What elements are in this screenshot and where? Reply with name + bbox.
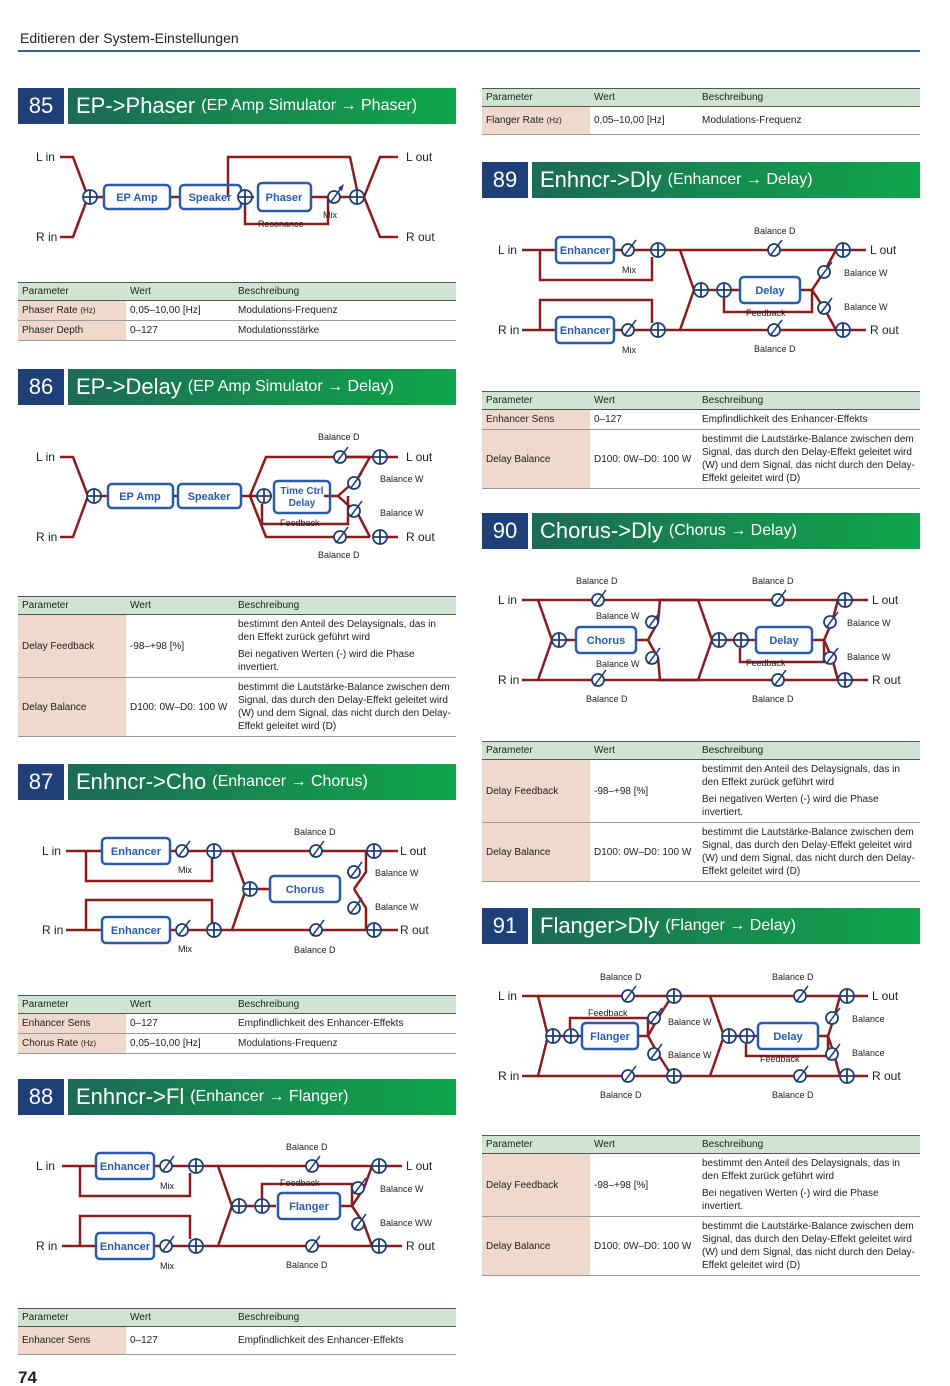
param-table-86: [18, 596, 456, 737]
table-row: [482, 410, 920, 430]
param-table-88-continued: [482, 88, 920, 135]
param-value: D100: 0W–D0: 100 W: [590, 823, 698, 882]
block-flanger: Flanger: [590, 1031, 630, 1043]
section-89-header: [482, 162, 920, 198]
label-mix: Mix: [160, 1181, 174, 1191]
col-parameter: Parameter: [18, 1309, 126, 1327]
col-parameter: Parameter: [482, 392, 590, 410]
block-chorus: Chorus: [586, 635, 626, 647]
col-desc: Beschreibung: [234, 597, 456, 615]
col-value: Wert: [590, 1136, 698, 1154]
label-r-out: R out: [406, 1239, 435, 1253]
label-feedback: Feedback: [280, 518, 320, 528]
block-flanger: Flanger: [289, 1201, 329, 1213]
label-feedback: Feedback: [588, 1008, 628, 1018]
section-subtitle: (Enhancer → Flanger): [190, 1088, 349, 1105]
label-balance-d: Balance D: [752, 576, 794, 586]
param-value: -98–+98 [%]: [590, 1154, 698, 1217]
table-row: [18, 678, 456, 737]
table-row: [482, 1217, 920, 1276]
label-balance-w: Balance W: [844, 302, 888, 312]
col-desc: Beschreibung: [698, 89, 920, 107]
block-delay: Delay: [755, 285, 785, 297]
label-l-in: L in: [498, 243, 517, 257]
block-enhancer: Enhancer: [110, 846, 162, 858]
label-balance-w: Balance W: [375, 902, 419, 912]
col-parameter: Parameter: [482, 1136, 590, 1154]
param-name: Delay Balance: [482, 1217, 590, 1276]
label-feedback: Feedback: [746, 658, 786, 668]
diagram-90: [482, 572, 922, 707]
block-delay: Delay: [769, 635, 799, 647]
table-row: [18, 1034, 456, 1054]
label-balance-d: Balance D: [294, 827, 336, 837]
diagram-88: [18, 1138, 458, 1273]
section-title: EP->Phaser: [76, 93, 196, 118]
table-row: [18, 321, 456, 341]
section-number: 85: [18, 88, 64, 124]
table-row: [482, 1154, 920, 1217]
table-row: [482, 430, 920, 489]
label-r-out: R out: [872, 673, 901, 687]
param-unit: (Hz): [80, 1039, 97, 1048]
label-balance-w: Balance W: [844, 268, 888, 278]
param-desc: bestimmt den Anteil des Delaysignals, das in den Effekt zurück geführt wird: [238, 619, 436, 643]
col-value: Wert: [126, 283, 234, 301]
param-name: Delay Feedback: [482, 760, 590, 823]
col-value: Wert: [590, 742, 698, 760]
block-time-ctrl: Time Ctrl: [280, 486, 324, 497]
param-table-91: [482, 1135, 920, 1276]
section-number: 87: [18, 764, 64, 800]
label-balance-d: Balance D: [772, 1090, 814, 1100]
param-value: 0–127: [126, 1014, 234, 1034]
param-desc: bestimmt die Lautstärke-Balance zwischen dem Signal, das durch den Delay-Effekt geleitet wird (W) und dem Signal, das nicht durch den Delay-Effekt geleitet wird (D): [698, 823, 920, 882]
label-mix: Mix: [622, 265, 636, 275]
header-rule: [18, 50, 920, 52]
param-desc: Modulations-Frequenz: [234, 301, 456, 321]
label-balance-d: Balance D: [576, 576, 618, 586]
label-l-out: L out: [406, 1159, 433, 1173]
param-desc: bestimmt den Anteil des Delaysignals, das in den Effekt zurück geführt wird: [702, 1158, 900, 1182]
label-balance-ww: Balance WW: [380, 1218, 433, 1228]
col-desc: Beschreibung: [698, 742, 920, 760]
param-name: Phaser Depth: [18, 321, 126, 341]
block-chorus: Chorus: [285, 884, 325, 896]
label-balance-w: Balance W: [380, 474, 424, 484]
label-balance: Balance: [852, 1048, 885, 1058]
section-number: 86: [18, 369, 64, 405]
param-value: 0,05–10,00 [Hz]: [126, 301, 234, 321]
section-88-header: [18, 1079, 456, 1115]
col-value: Wert: [590, 89, 698, 107]
section-title: EP->Delay: [76, 374, 182, 399]
section-number: 88: [18, 1079, 64, 1115]
col-value: Wert: [126, 1309, 234, 1327]
param-name: Delay Feedback: [482, 1154, 590, 1217]
param-table-87: [18, 995, 456, 1054]
col-parameter: Parameter: [18, 597, 126, 615]
label-balance-d: Balance D: [318, 550, 360, 560]
label-mix: Mix: [178, 944, 192, 954]
label-balance-d: Balance D: [772, 972, 814, 982]
param-desc: bestimmt die Lautstärke-Balance zwischen dem Signal, das durch den Delay-Effekt geleitet wird (W) und dem Signal, das nicht durch den Delay-Effekt geleitet wird (D): [698, 430, 920, 489]
label-l-out: L out: [870, 243, 897, 257]
param-value: 0,05–10,00 [Hz]: [590, 107, 698, 135]
diagram-89: [482, 222, 922, 357]
label-balance-w: Balance W: [668, 1017, 712, 1027]
diagram-85: [18, 140, 458, 255]
param-desc: Modulations-Frequenz: [234, 1034, 456, 1054]
label-balance-w: Balance W: [375, 868, 419, 878]
label-balance-d: Balance D: [754, 344, 796, 354]
section-number: 91: [482, 908, 528, 944]
label-balance-d: Balance D: [318, 432, 360, 442]
section-title: Enhncr->Dly: [540, 167, 662, 192]
label-balance-w: Balance W: [596, 611, 640, 621]
col-value: Wert: [126, 597, 234, 615]
label-l-in: L in: [36, 450, 55, 464]
param-desc-note: Bei negativen Werten (-) wird die Phase invertiert.: [238, 649, 415, 673]
section-title: Enhncr->Cho: [76, 769, 207, 794]
label-l-out: L out: [406, 450, 433, 464]
col-value: Wert: [590, 392, 698, 410]
col-parameter: Parameter: [18, 996, 126, 1014]
param-name: Enhancer Sens: [18, 1014, 126, 1034]
label-r-in: R in: [36, 1239, 58, 1253]
block-enhancer: Enhancer: [559, 325, 611, 337]
label-balance-d: Balance D: [286, 1142, 328, 1152]
param-value: D100: 0W–D0: 100 W: [590, 1217, 698, 1276]
label-l-in: L in: [42, 844, 61, 858]
col-desc: Beschreibung: [234, 1309, 456, 1327]
col-parameter: Parameter: [482, 89, 590, 107]
label-r-in: R in: [498, 673, 520, 687]
param-name: Delay Balance: [482, 823, 590, 882]
block-enhancer: Enhancer: [110, 925, 162, 937]
param-desc: bestimmt den Anteil des Delaysignals, das in den Effekt zurück geführt wird: [702, 764, 900, 788]
label-l-in: L in: [36, 150, 55, 164]
param-value: D100: 0W–D0: 100 W: [126, 678, 234, 737]
label-l-in: L in: [498, 989, 517, 1003]
param-desc: bestimmt die Lautstärke-Balance zwischen dem Signal, das durch den Delay-Effekt geleitet wird (W) und dem Signal, das nicht durch den Delay-Effekt geleitet wird (D): [234, 678, 456, 737]
label-mix: Mix: [160, 1261, 174, 1271]
section-subtitle: (EP Amp Simulator → Delay): [187, 378, 394, 395]
label-balance-d: Balance D: [752, 694, 794, 704]
table-row: [482, 107, 920, 135]
diagram-87: [18, 822, 458, 957]
section-subtitle: (Chorus → Delay): [668, 522, 797, 539]
param-value: -98–+98 [%]: [590, 760, 698, 823]
table-row: [18, 615, 456, 678]
param-table-88: [18, 1308, 456, 1355]
label-l-in: L in: [498, 593, 517, 607]
label-balance-w: Balance W: [380, 1184, 424, 1194]
label-feedback: Feedback: [280, 1178, 320, 1188]
table-row: [18, 1014, 456, 1034]
label-l-out: L out: [872, 989, 899, 1003]
page-number: 74: [18, 1368, 37, 1386]
label-mix: Mix: [178, 865, 192, 875]
param-value: D100: 0W–D0: 100 W: [590, 430, 698, 489]
label-mix: Mix: [323, 210, 337, 220]
param-value: -98–+98 [%]: [126, 615, 234, 678]
section-title: Enhncr->Fl: [76, 1084, 185, 1109]
label-feedback: Feedback: [746, 308, 786, 318]
section-title: Chorus->Dly: [540, 518, 663, 543]
table-row: [482, 760, 920, 823]
diagram-86: [18, 428, 458, 563]
col-desc: Beschreibung: [698, 392, 920, 410]
block-ep-amp: EP Amp: [116, 192, 158, 204]
param-value: 0–127: [126, 1327, 234, 1355]
label-r-in: R in: [498, 323, 520, 337]
label-balance-d: Balance D: [754, 226, 796, 236]
section-subtitle: (Enhancer → Chorus): [212, 773, 368, 790]
label-l-out: L out: [406, 150, 433, 164]
label-r-in: R in: [42, 923, 64, 937]
label-resonance: Resonance: [258, 219, 304, 229]
label-balance-w: Balance W: [380, 508, 424, 518]
param-value: 0–127: [590, 410, 698, 430]
section-91-header: [482, 908, 920, 944]
param-desc: Modulations-Frequenz: [698, 107, 920, 135]
block-enhancer: Enhancer: [99, 1161, 151, 1173]
block-ep-amp: EP Amp: [119, 491, 161, 503]
col-desc: Beschreibung: [234, 283, 456, 301]
param-desc: Modulationsstärke: [234, 321, 456, 341]
label-balance-w: Balance W: [668, 1050, 712, 1060]
param-table-85: [18, 282, 456, 341]
section-subtitle: (EP Amp Simulator → Phaser): [201, 97, 418, 114]
param-name: Delay Balance: [482, 430, 590, 489]
param-value: 0,05–10,00 [Hz]: [126, 1034, 234, 1054]
label-l-out: L out: [400, 844, 427, 858]
section-title: Flanger>Dly: [540, 913, 660, 938]
param-name: Chorus Rate: [22, 1038, 79, 1049]
section-number: 89: [482, 162, 528, 198]
param-unit: (Hz): [546, 116, 562, 125]
block-phaser: Phaser: [265, 192, 303, 204]
col-parameter: Parameter: [18, 283, 126, 301]
label-balance-d: Balance D: [286, 1260, 328, 1270]
col-desc: Beschreibung: [234, 996, 456, 1014]
label-balance-w: Balance W: [596, 659, 640, 669]
section-number: 90: [482, 513, 528, 549]
block-enhancer: Enhancer: [99, 1241, 151, 1253]
label-l-out: L out: [872, 593, 899, 607]
block-delay: Delay: [288, 498, 316, 509]
table-row: [482, 823, 920, 882]
param-name: Enhancer Sens: [18, 1327, 126, 1355]
param-unit: (Hz): [80, 306, 96, 315]
param-table-89: [482, 391, 920, 489]
diagram-91: [482, 968, 922, 1103]
label-r-out: R out: [400, 923, 429, 937]
param-name: Delay Balance: [18, 678, 126, 737]
block-speaker: Speaker: [187, 491, 231, 503]
label-r-out: R out: [406, 530, 435, 544]
label-l-in: L in: [36, 1159, 55, 1173]
page-header: Editieren der System-Einstellungen: [20, 30, 239, 46]
section-86-header: [18, 369, 456, 405]
param-table-90: [482, 741, 920, 882]
label-balance-d: Balance D: [586, 694, 628, 704]
section-87-header: [18, 764, 456, 800]
param-desc: Empfindlichkeit des Enhancer-Effekts: [234, 1014, 456, 1034]
label-r-out: R out: [406, 230, 435, 244]
label-r-in: R in: [36, 530, 58, 544]
label-balance-d: Balance D: [600, 1090, 642, 1100]
col-value: Wert: [126, 996, 234, 1014]
param-name: Delay Feedback: [18, 615, 126, 678]
label-balance-d: Balance D: [600, 972, 642, 982]
param-name: Phaser Rate: [22, 305, 78, 316]
label-balance-w: Balance W: [847, 652, 891, 662]
param-name: Flanger Rate: [486, 115, 544, 126]
param-desc: bestimmt die Lautstärke-Balance zwischen dem Signal, das durch den Delay-Effekt geleitet wird (W) und dem Signal, das nicht durch den Delay-Effekt geleitet wird (D): [698, 1217, 920, 1276]
label-balance-w: Balance W: [847, 618, 891, 628]
table-row: [18, 301, 456, 321]
label-r-out: R out: [870, 323, 899, 337]
param-value: 0–127: [126, 321, 234, 341]
block-delay: Delay: [773, 1031, 803, 1043]
param-desc-note: Bei negativen Werten (-) wird die Phase invertiert.: [702, 1188, 879, 1212]
label-r-out: R out: [872, 1069, 901, 1083]
section-90-header: [482, 513, 920, 549]
param-desc: Empfindlichkeit des Enhancer-Effekts: [698, 410, 920, 430]
label-mix: Mix: [622, 345, 636, 355]
label-feedback: Feedback: [760, 1054, 800, 1064]
col-parameter: Parameter: [482, 742, 590, 760]
label-r-in: R in: [498, 1069, 520, 1083]
param-desc: Empfindlichkeit des Enhancer-Effekts: [234, 1327, 456, 1355]
label-balance: Balance: [852, 1014, 885, 1024]
section-85-header: [18, 88, 456, 124]
section-subtitle: (Enhancer → Delay): [667, 171, 813, 188]
label-r-in: R in: [36, 230, 58, 244]
param-name: Enhancer Sens: [482, 410, 590, 430]
section-subtitle: (Flanger → Delay): [665, 917, 796, 934]
block-enhancer: Enhancer: [559, 245, 611, 257]
col-desc: Beschreibung: [698, 1136, 920, 1154]
param-desc-note: Bei negativen Werten (-) wird die Phase invertiert.: [702, 794, 879, 818]
table-row: [18, 1327, 456, 1355]
block-speaker: Speaker: [188, 192, 232, 204]
label-balance-d: Balance D: [294, 945, 336, 955]
